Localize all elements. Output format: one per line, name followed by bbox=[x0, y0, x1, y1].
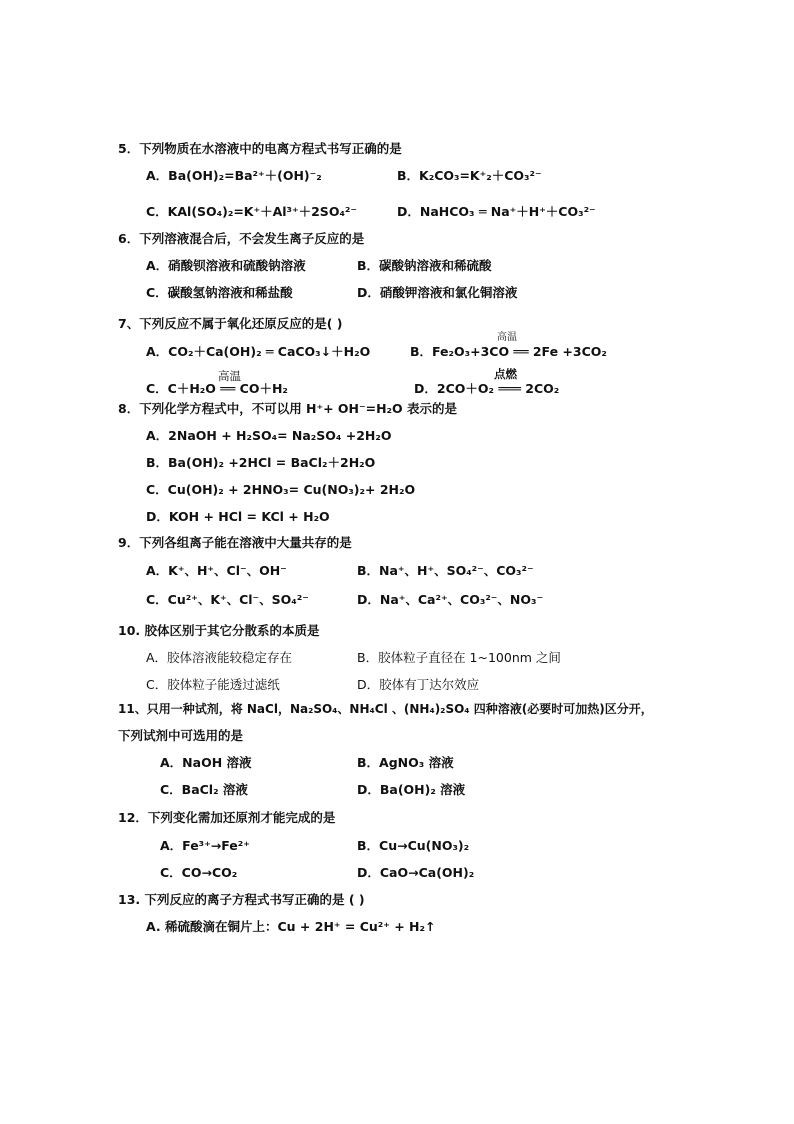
q6-option-c: C．碳酸氢钠溶液和稀盐酸 bbox=[146, 285, 293, 300]
q7-option-b: B．Fe₂O₃+3CO ══ 2Fe +3CO₂ bbox=[410, 344, 607, 359]
q11-option-c: C．BaCl₂ 溶液 bbox=[160, 782, 248, 797]
q6-option-b: B．碳酸钠溶液和稀硫酸 bbox=[357, 258, 492, 273]
q11-stem: 11、只用一种试剂，将 NaCl，Na₂SO₄、NH₄Cl 、(NH₄)₂SO₄ 四种溶液(必要时可加热)区分开， bbox=[118, 702, 653, 716]
q8-option-d: D．KOH + HCl = KCl + H₂O bbox=[146, 509, 330, 524]
q13-stem: 13. 下列反应的离子方程式书写正确的是 ( ) bbox=[118, 892, 365, 907]
q12-stem: 12．下列变化需加还原剂才能完成的是 bbox=[118, 810, 336, 825]
q5-option-d: D．NaHCO₃ ═ Na⁺＋H⁺＋CO₃²⁻ bbox=[397, 204, 596, 219]
q7-stem: 7、下列反应不属于氧化还原反应的是( ) bbox=[118, 316, 343, 331]
q6-option-a: A．硝酸钡溶液和硫酸钠溶液 bbox=[146, 258, 306, 273]
q7-option-b-condition: 高温 bbox=[497, 332, 517, 343]
q11-stem-continued: 下列试剂中可选用的是 bbox=[118, 728, 244, 743]
q5-option-a: A．Ba(OH)₂=Ba²⁺＋(OH)⁻₂ bbox=[146, 168, 322, 183]
q9-stem: 9．下列各组离子能在溶液中大量共存的是 bbox=[118, 535, 352, 550]
q12-option-d: D．CaO→Ca(OH)₂ bbox=[357, 865, 475, 880]
q10-stem: 10. 胶体区别于其它分散系的本质是 bbox=[118, 623, 320, 638]
q8-option-b: B．Ba(OH)₂ +2HCl = BaCl₂＋2H₂O bbox=[146, 455, 376, 470]
q10-option-c: C．胶体粒子能透过滤纸 bbox=[146, 677, 280, 692]
q7-option-d: D．2CO＋O₂ ═══ 2CO₂ bbox=[414, 381, 560, 396]
q10-option-b: B．胶体粒子直径在 1~100nm 之间 bbox=[357, 650, 561, 665]
q12-option-b: B．Cu→Cu(NO₃)₂ bbox=[357, 838, 470, 853]
q7-option-c-condition: 高温 bbox=[218, 369, 241, 383]
q7-option-d-condition: 点燃 bbox=[494, 367, 517, 381]
q11-option-b: B．AgNO₃ 溶液 bbox=[357, 755, 454, 770]
q5-option-c: C．KAl(SO₄)₂=K⁺＋Al³⁺＋2SO₄²⁻ bbox=[146, 204, 357, 219]
q8-stem: 8．下列化学方程式中，不可以用 H⁺+ OH⁻=H₂O 表示的是 bbox=[118, 401, 458, 416]
q7-option-a: A．CO₂＋Ca(OH)₂ ═ CaCO₃↓＋H₂O bbox=[146, 344, 371, 359]
q9-option-a: A．K⁺、H⁺、Cl⁻、OH⁻ bbox=[146, 563, 287, 578]
q12-option-a: A．Fe³⁺→Fe²⁺ bbox=[160, 838, 250, 853]
q12-option-c: C．CO→CO₂ bbox=[160, 865, 238, 880]
q6-option-d: D．硝酸钾溶液和氯化铜溶液 bbox=[357, 285, 518, 300]
q9-option-d: D．Na⁺、Ca²⁺、CO₃²⁻、NO₃⁻ bbox=[357, 592, 544, 607]
q11-option-a: A．NaOH 溶液 bbox=[160, 755, 252, 770]
q6-stem: 6．下列溶液混合后，不会发生离子反应的是 bbox=[118, 231, 365, 246]
q7-option-c: C．C＋H₂O ══ CO＋H₂ bbox=[146, 381, 288, 396]
q13-option-a: A. 稀硫酸滴在铜片上：Cu + 2H⁺ = Cu²⁺ + H₂↑ bbox=[146, 919, 436, 934]
q5-stem: 5．下列物质在水溶液中的电离方程式书写正确的是 bbox=[118, 141, 402, 156]
q8-option-c: C．Cu(OH)₂ + 2HNO₃= Cu(NO₃)₂+ 2H₂O bbox=[146, 482, 416, 497]
q9-option-b: B．Na⁺、H⁺、SO₄²⁻、CO₃²⁻ bbox=[357, 563, 534, 578]
q8-option-a: A．2NaOH + H₂SO₄= Na₂SO₄ +2H₂O bbox=[146, 428, 392, 443]
q10-option-a: A．胶体溶液能较稳定存在 bbox=[146, 650, 293, 665]
q9-option-c: C．Cu²⁺、K⁺、Cl⁻、SO₄²⁻ bbox=[146, 592, 309, 607]
q5-option-b: B．K₂CO₃=K⁺₂＋CO₃²⁻ bbox=[397, 168, 542, 183]
q11-option-d: D．Ba(OH)₂ 溶液 bbox=[357, 782, 466, 797]
q10-option-d: D．胶体有丁达尔效应 bbox=[357, 677, 480, 692]
